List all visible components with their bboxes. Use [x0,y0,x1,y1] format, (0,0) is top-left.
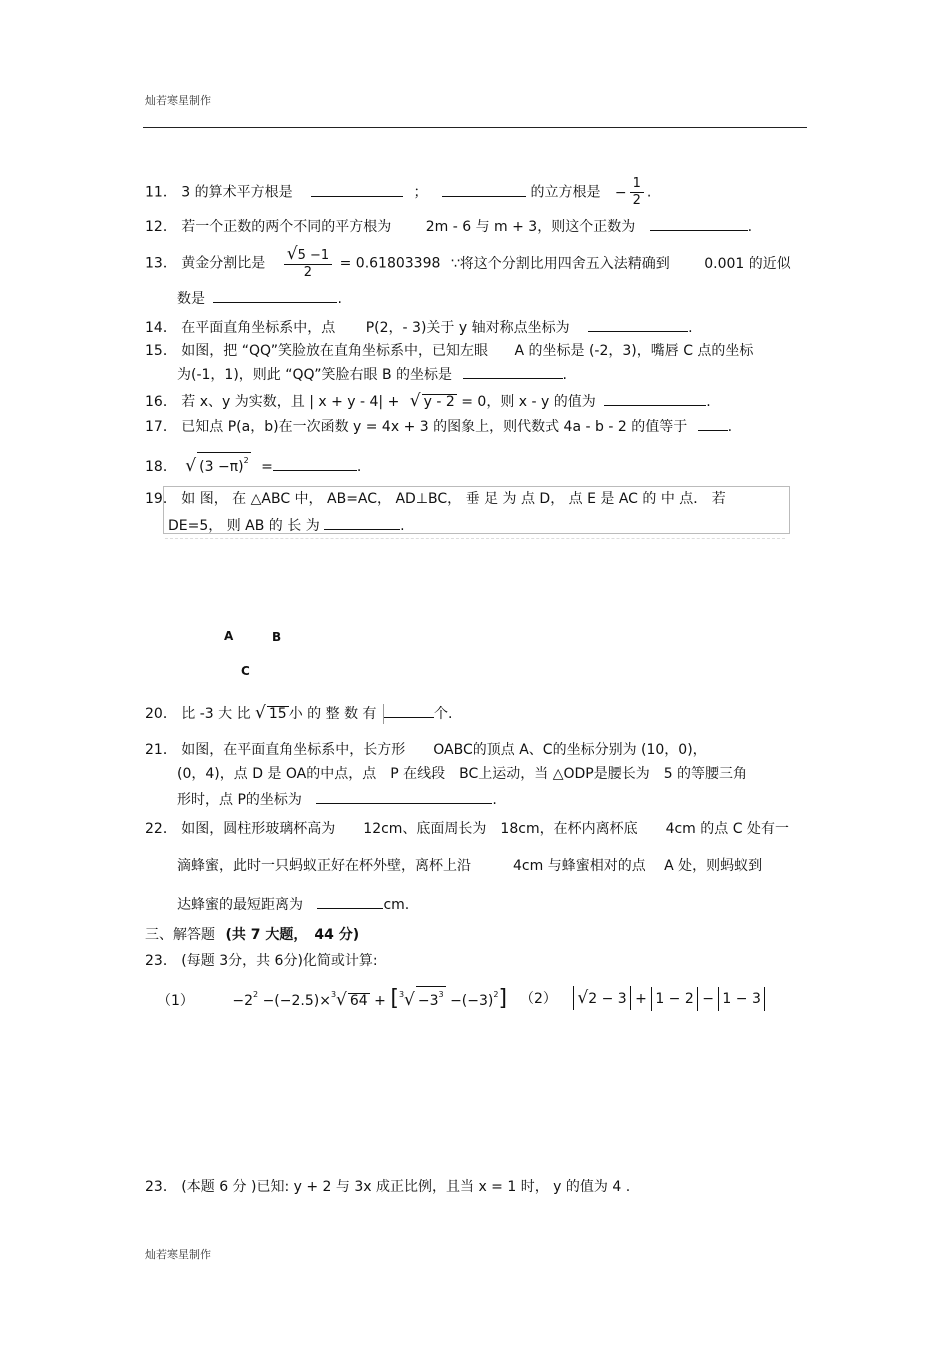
q16-blank [604,391,706,406]
question-11 [145,176,651,209]
q11-text1: 3 的算术平方根是 [181,184,293,201]
question-23b [145,1178,630,1196]
q18-number: 18． [145,459,177,475]
q17-end: . [727,419,733,435]
q14-blank [588,317,688,332]
q11-blank1 [311,182,403,197]
q13-fraction: $\frac{√5 -1}{2}$ [284,246,332,281]
q23a-expr1c: 64 [349,993,368,1009]
q13-text1: 黄金分割比是 [181,255,266,272]
q19-line2: DE=5， 则 AB 的 长 为 [168,518,320,534]
q21-end: . [492,792,497,808]
question-17 [145,416,732,436]
q12-end: . [747,219,753,235]
q16-end: . [706,394,711,410]
q14-text: 在平面直角坐标系中，点 [181,320,336,336]
q15-line1a: 如图，把 “QQ”笑脸放在直角坐标系中，已知左眼 [181,343,489,359]
q16-text1: 若 x、y 为实数，且 | x + y ‑ 4| + [181,394,400,410]
q20-number: 20． [145,706,177,722]
q23a-bracket-open: [ [390,986,399,1011]
q23a-expr1e: $-3^3$ [416,986,446,1009]
q11-minus: − [614,184,627,201]
q23a-expression-1: $(1) -2^2 -(-2.5)\times^3√$ $64 + [^3√ -3^3 -(-3)^2]$ [157,986,508,1011]
q20-text2: 小 的 整 数 有 [288,706,377,722]
q13-number: 13． [145,255,177,272]
question-21 [145,741,707,759]
figure-label-c: C [241,664,250,678]
page-header: 灿若寒星制作 [145,94,211,107]
q23a-expr1f: −(−3) [450,993,494,1009]
q21-number: 21． [145,742,177,758]
q19-figure-residue [165,538,785,549]
question-12 [145,216,752,236]
q23a-expr2b: + [635,991,647,1007]
q18-blank [273,456,357,471]
q20-text1: 比 ‑3 大 比 [181,706,251,722]
cube-root-icon-2: √ [404,990,415,1010]
q20-end: 个. [433,706,453,722]
question-18 [145,452,361,476]
q13-eq: = 0.61803398 [339,255,441,272]
question-14 [145,317,693,337]
q13-end: . [337,291,342,307]
q21-blank [316,789,492,804]
q11-fraction: $\frac{1}{2}$ [630,176,644,209]
question-21-line2: (0，4)，点 D 是 OA的中点，点 P 在线段 BC上运动，当 △ODP是腰长为 5 的等腰三角 [177,766,748,782]
question-22-line2: 滴蜂蜜，此时一只蚂蚁正好在杯外壁，离杯上沿 4cm 与蜂蜜相对的点 A 处，则蚂蚁到 [177,858,763,874]
q23a-expr1a: −2 [232,993,254,1009]
q23b-text: (本题 6 分 )已知: y + 2 与 3x 成正比例，且当 x = 1 时， y 的值为 4 . [181,1179,631,1195]
q11-text2: 的立方根是 [530,184,601,201]
q15-line1b: A 的坐标是 (‑2，3)，嘴唇 C 点的坐标 [514,343,754,359]
q20-radical-icon: √ [255,703,266,723]
q18-radical-icon: √ [185,456,197,476]
q13-prec: 0.001 的近似 [704,255,791,272]
q21-line3: 形时，点 P的坐标为 [177,792,302,808]
question-23a [145,952,378,970]
q23a-expression-2 [520,986,765,1011]
q23a-abs2: 1 − 2 [651,987,697,1011]
q15-end: . [562,367,567,383]
q23a-expr2d: − [702,991,714,1007]
q15-line2: 为(‑1，1)，则此 “QQ”笑脸右眼 B 的坐标是 [177,367,453,383]
q19-line1: 如 图， 在 △ABC 中， AB=AC， AD⊥BC， 垂 足 为 点 D， 点 E 是 AC 的 中 点． 若 [181,491,726,507]
q23b-number: 23． [145,1179,177,1195]
q23a-abs1: √2 − 3 [573,986,630,1010]
q14-number: 14． [145,320,177,336]
page-footer: 灿若寒星制作 [145,1248,211,1261]
figure-label-b: B [272,630,282,644]
q12-expr: 2m ‑ 6 与 m + 3，则这个正数为 [425,219,636,235]
q22-number: 22． [145,821,177,837]
q23a-number: 23． [145,953,177,969]
q11-number: 11． [145,184,177,201]
section-3-title: 三、解答题 [145,927,215,943]
q17-number: 17． [145,419,177,435]
q22-line3: 达蜂蜜的最短距离为 [177,897,303,913]
figure-label-a: A [224,629,234,643]
q13-blank [213,288,337,303]
q14-point: P(2，‑ 3)关于 y 轴对称点坐标为 [365,320,570,336]
q21-line1: 如图，在平面直角坐标系中，长方形 OABC的顶点 A、C的坐标分别为 (10，0)， [181,742,707,758]
q23a-expr1d: + [374,993,386,1009]
question-19 [145,490,726,508]
q22-blank [317,894,383,909]
q23a-part2-label: （2） [520,991,557,1007]
q16-radicand: y ‑ 2 [423,394,455,410]
header-divider [143,127,807,128]
q18-eq: = [261,459,273,475]
q22-line1: 如图，圆柱形玻璃杯高为 12cm、底面周长为 18cm，在杯内离杯底 4cm 的点 C 处有一 [181,821,789,837]
question-19-line2 [168,515,405,535]
question-16 [145,391,711,411]
question-22-line3 [177,894,409,914]
section-3-detail: (共 7 大题， 44 分) [225,927,360,943]
q18-radicand: $(3 -\pi)^2$ [197,452,251,475]
q19-blank [324,515,400,530]
q16-number: 16． [145,394,177,410]
question-15 [145,342,753,360]
question-22 [145,820,789,838]
q12-number: 12． [145,219,177,235]
q13-text2: ∵将这个分割比用四舍五入法精确到 [450,255,670,272]
q12-text: 若一个正数的两个不同的平方根为 [181,219,392,235]
q14-end: . [688,320,693,336]
q11-sep: ； [413,184,428,201]
q23a-part1-label: （1） [157,993,194,1009]
q22-unit: cm. [383,897,410,913]
q20-blank [384,703,434,718]
q13-line2: 数是 [177,291,205,307]
question-20 [145,703,452,724]
cube-root-icon: √ [336,990,347,1010]
q16-text2: = 0，则 x ‑ y 的值为 [461,394,596,410]
question-13 [145,246,791,281]
q16-radical-icon: √ [409,391,421,411]
q23a-abs3: 1 − 3 [718,987,764,1011]
q12-blank [650,216,748,231]
q19-end: . [400,518,405,534]
q18-end: . [356,459,362,475]
question-13-line2 [177,288,342,308]
q19-number: 19． [145,491,177,507]
q11-blank2 [442,182,526,197]
q20-radicand: 15 [268,706,287,722]
section-3-heading [145,926,359,944]
q17-blank [698,416,728,431]
question-15-line2 [177,364,567,384]
q23a-bracket-close: ] [498,986,508,1011]
q23a-expr1b: −(−2.5)× [262,993,331,1009]
q15-number: 15． [145,343,177,359]
q15-blank [463,364,563,379]
q23a-text: (每题 3分，共 6分)化简或计算: [181,953,378,969]
question-21-line3 [177,789,497,809]
q11-end: . [646,184,652,201]
q17-text: 已知点 P(a，b)在一次函数 y = 4x + 3 的图象上，则代数式 4a ‑ b ‑ 2 的值等于 [181,419,688,435]
